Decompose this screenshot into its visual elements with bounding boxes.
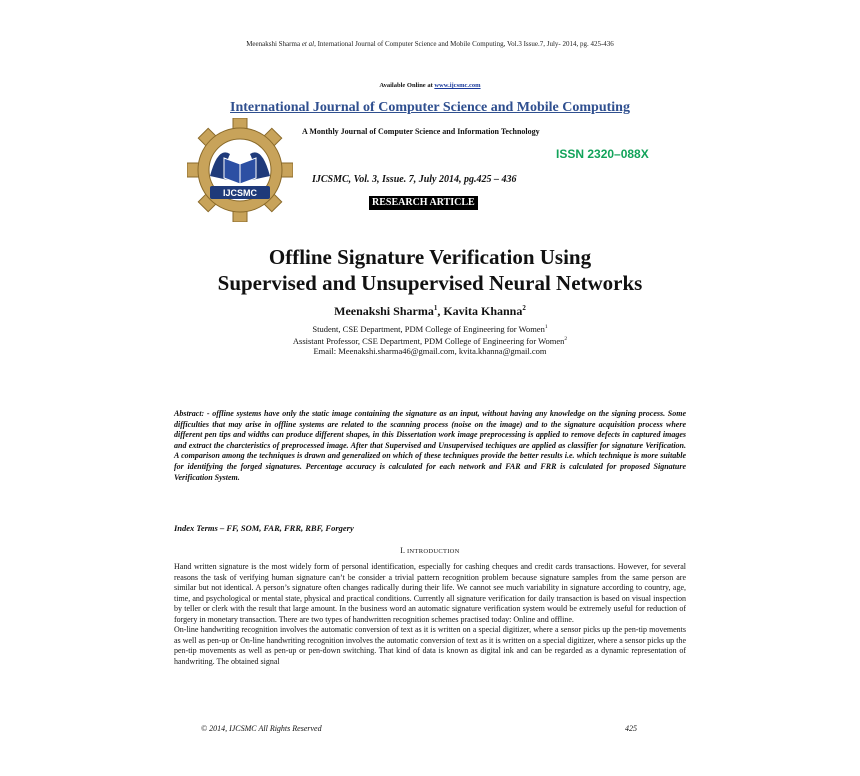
running-head-etal: et al — [301, 40, 315, 48]
footer-page-number: 425 — [625, 724, 637, 733]
section-title: INTRODUCTION — [406, 548, 460, 555]
author-separator: , — [437, 304, 444, 318]
author-1-sup: 1 — [433, 304, 438, 312]
section-heading — [0, 546, 860, 555]
article-type-badge: RESEARCH ARTICLE — [369, 196, 478, 210]
journal-title[interactable]: International Journal of Computer Science and Mobile Computing — [230, 100, 630, 115]
available-prefix: Available Online at — [379, 82, 435, 89]
logo-text: IJCSMC — [222, 188, 258, 198]
available-online — [0, 82, 860, 89]
running-head-rest: , International Journal of Computer Science and Mobile Computing, Vol.3 Issue.7, July- 2014, pg. 425-436 — [314, 40, 614, 48]
affiliation-1-sup: 1 — [544, 324, 548, 330]
author-2-sup: 2 — [522, 304, 526, 312]
index-terms: Index Terms – FF, SOM, FAR, FRR, RBF, Forgery — [174, 523, 354, 533]
paper-title — [0, 244, 860, 296]
author-list — [0, 304, 860, 319]
affiliation-2-sup: 2 — [564, 336, 568, 342]
abstract: Abstract: - offline systems have only the static image containing the signature as an input, without having any knowledge on the signing process. Some difficulties that may arise in offline systems are related to the scanning process (noise on the image) and to the signature acquisition process where different pen tips and widths can produce different shapes, in this Dissertation work image preprocessing is applied to remove defects in captured images and extract the charcteristics of preprocessed image. After that Supervised and Unsupervised techiques are applied as classifier for signature Verification. A comparison among the techniques is drawn and generalized on which of these techniques provide the better results i.e. which technique is more suitable for identifying the forged signatures. Percentage accuracy is calculated for each network and FAR and FRR is calculated for proposed Signature Verification System. — [174, 409, 686, 482]
journal-subtitle: A Monthly Journal of Computer Science and Information Technology — [302, 127, 540, 136]
journal-logo-icon — [187, 118, 293, 222]
section-number: I. — [400, 546, 407, 555]
paper-title-line-2: Supervised and Unsupervised Neural Networks — [217, 271, 643, 295]
affiliation-1-text: Student, CSE Department, PDM College of Engineering for Women — [312, 323, 545, 334]
journal-website-link[interactable]: www.ijcsmc.com — [434, 82, 481, 89]
issn-number: ISSN 2320–088X — [556, 147, 649, 161]
paper-title-line-1: Offline Signature Verification Using — [268, 245, 592, 269]
introduction-body — [174, 562, 686, 667]
intro-paragraph-1: Hand written signature is the most widely form of personal identification, especially for cashing cheques and credit cards transactions. However, for several reasons the task of verifying human signature can’t be consider a trivial pattern recognition problem because signature samples from the same person are similar but not identical. A person’s signature often changes radically during their life. We cannot see much variability in signature according to country, age, time, and psychological or mental state, physical and practical conditions. Currently all signature verification for daily transaction is based on visual inspection by teller or clerk with the result that large amount. In the business word an automatic signature verification system would be extremely useful for reduction of forgery in monetary transaction. There are two types of handwritten recognition schemes practised today: Online and offline. — [174, 562, 686, 624]
intro-paragraph-2: On-line handwriting recognition involves the automatic conversion of text as it is written on a special digitizer, where a sensor picks up the pen-tip movements as well as pen-up or On-line handwriting recognition involves the automatic conversion of text as it is written on a special digitizer, where a sensor picks up the pen-tip movements as well as pen-up or pen-down switching. That kind of data is known as digital ink and can be regarded as a dynamic representation of handwriting. The obtained signal — [174, 625, 686, 666]
author-1: Meenakshi Sharma — [334, 304, 434, 318]
running-head-author: Meenakshi Sharma — [246, 40, 301, 48]
running-header — [0, 40, 860, 48]
author-emails[interactable]: Email: Meenakshi.sharma46@gmail.com, kvita.khanna@gmail.com — [313, 346, 547, 356]
footer-copyright: © 2014, IJCSMC All Rights Reserved — [201, 724, 322, 733]
affiliation-2-text: Assistant Professor, CSE Department, PDM College of Engineering for Women — [292, 335, 565, 346]
volume-info: IJCSMC, Vol. 3, Issue. 7, July 2014, pg.425 – 436 — [312, 174, 517, 185]
author-2: Kavita Khanna — [443, 304, 523, 318]
